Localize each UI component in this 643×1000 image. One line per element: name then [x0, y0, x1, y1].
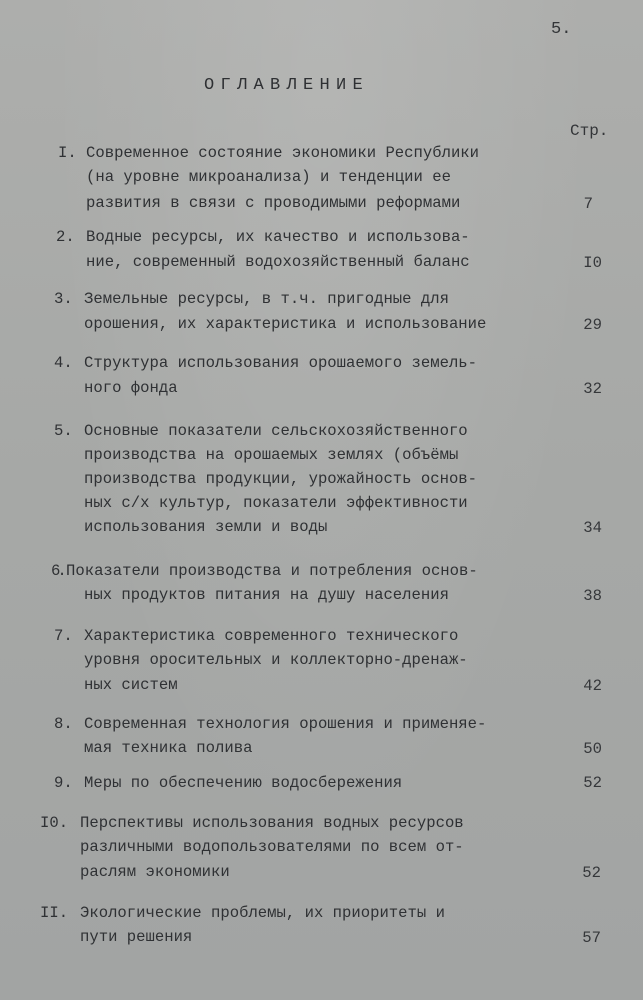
toc-entry-text: Структура использования орошаемого земель- [84, 354, 478, 372]
toc-entry-text: ных систем [84, 676, 178, 694]
toc-entry-number: I0. [40, 814, 69, 832]
toc-entry-text: Водные ресурсы, их качество и использова- [86, 228, 470, 246]
toc-entry-page: 32 [583, 380, 602, 398]
toc-entry-text: (на уровне микроанализа) и тенденции ее [86, 168, 451, 186]
toc-entry-page: I0 [583, 254, 602, 272]
toc-entry-text: Современная технология орошения и применяе- [84, 715, 487, 733]
page-column-header: Стр. [570, 122, 609, 140]
toc-entry-page: 52 [583, 774, 602, 792]
toc-entry-number: 5. [54, 422, 73, 440]
toc-entry-page: 57 [582, 929, 601, 947]
toc-entry-number: I. [58, 144, 77, 162]
toc-entry-text: раслям экономики [80, 863, 230, 881]
page-number: 5. [551, 20, 572, 39]
toc-entry-page: 42 [583, 677, 602, 695]
toc-entry-page: 34 [583, 519, 602, 537]
toc-entry-text: ных с/х культур, показатели эффективности [84, 494, 468, 512]
toc-entry-text: ние, современный водохозяйственный баланс [86, 253, 470, 271]
toc-entry-number: 3. [54, 290, 73, 308]
toc-entry-number: 7. [54, 627, 73, 645]
toc-entry-page: 52 [582, 864, 601, 882]
toc-entry-text: производства продукции, урожайность основ- [84, 470, 478, 488]
toc-entry-text: Характеристика современного технического [84, 627, 459, 645]
toc-entry-text: мая техника полива [84, 739, 253, 757]
toc-entry-text: Основные показатели сельскохозяйственного [84, 422, 468, 440]
toc-entry-number: II. [40, 904, 69, 922]
toc-entry-text: Земельные ресурсы, в т.ч. пригодные для [84, 290, 449, 308]
toc-entry-number: 4. [54, 354, 73, 372]
toc-entry-text: ных продуктов питания на душу населения [84, 586, 449, 604]
toc-entry-text: Показатели производства и потребления основ- [66, 562, 478, 580]
toc-entry-text: производства на орошаемых землях (объёмы [84, 446, 459, 464]
toc-entry-text: Перспективы использования водных ресурсов [80, 814, 464, 832]
toc-entry-text: Экологические проблемы, их приоритеты и [80, 904, 445, 922]
toc-entry-text: уровня оросительных и коллекторно-дренаж- [84, 651, 468, 669]
toc-entry-text: орошения, их характеристика и использование [84, 315, 487, 333]
toc-entry-text: использования земли и воды [84, 518, 328, 536]
toc-entry-text: Меры по обеспечению водосбережения [84, 774, 403, 792]
toc-entry-text: развития в связи с проводимыми реформами [86, 194, 461, 212]
toc-entry-page: 29 [583, 316, 602, 334]
toc-entry-text: пути решения [80, 928, 193, 946]
toc-entry-number: 8. [54, 715, 73, 733]
toc-entry-number: 2. [56, 228, 75, 246]
toc-entry-number: 9. [54, 774, 73, 792]
toc-entry-page: 38 [583, 587, 602, 605]
toc-entry-text: ного фонда [84, 379, 178, 397]
toc-entry-number: 6. [51, 562, 64, 580]
toc-entry-text: Современное состояние экономики Республики [86, 144, 480, 162]
toc-entry-page: 50 [583, 740, 602, 758]
toc-entry-page: 7 [583, 195, 593, 213]
toc-entry-text: различными водопользователями по всем от- [80, 838, 464, 856]
document-title: ОГЛАВЛЕНИЕ [204, 76, 370, 95]
